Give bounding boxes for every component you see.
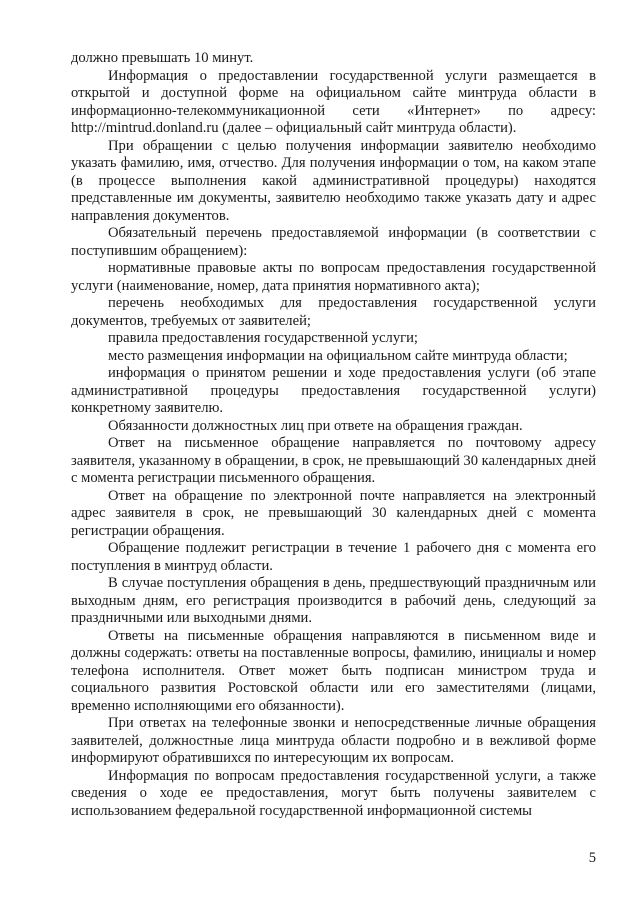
list-item-info-location: место размещения информации на официальном сайте минтруда области; — [108, 347, 568, 364]
list-item-required-documents: перечень необходимых для предоставления государственной услуги документов, требуемых от заявителей; — [71, 295, 596, 329]
paragraph-request-requirements: При обращении с целью получения информации заявителю необходимо указать фамилию, имя, отчество. Для получения информации о том, на каком этапе (в процессе выполнения какой административной процедуры) находятся представленные им документы, заявителю необходимо также указать дату и адрес направления документов. — [71, 137, 596, 224]
page-number: 5 — [588, 850, 596, 866]
paragraph-registration-term: Обращение подлежит регистрации в течение 1 рабочего дня с момента его поступления в минтруд области. — [71, 540, 596, 574]
paragraph-official-site: Информация о предоставлении государственной услуги размещается в открытой и доступной форме на официальном сайте минтруда области в информационно-телекоммуникационной сети «Интернет» по адресу: http://mintrud.donland.ru (далее – официальный сайт минтруда области). — [71, 67, 596, 136]
paragraph-continuation: должно превышать 10 минут. — [71, 50, 254, 66]
paragraph-response-content: Ответы на письменные обращения направляются в письменном виде и должны содержать: ответы на поставленные вопросы, фамилию, инициалы и номер телефона исполнителя. Ответ может быть подписан министром труда и социального развития Ростовской области или его заместителями (лицами, временно исполняющими его обязанности). — [71, 627, 596, 714]
paragraph-federal-system: Информация по вопросам предоставления государственной услуги, а также сведения о ходе ее предоставления, могут быть получены заявителем с использованием федеральной государственной информационной системы — [71, 767, 596, 819]
document-page — [71, 50, 596, 820]
paragraph-holiday-registration: В случае поступления обращения в день, предшествующий праздничным или выходным дням, его регистрация производится в рабочий день, следующий за праздничными или выходными днями. — [71, 575, 596, 626]
paragraph-email-response: Ответ на обращение по электронной почте направляется на электронный адрес заявителя в срок, не превышающий 30 календарных дней с момента регистрации обращения. — [71, 487, 596, 539]
paragraph-phone-inquiries: При ответах на телефонные звонки и непосредственные личные обращения заявителей, должностные лица минтруда области подробно и в вежливой форме информируют обратившихся по интересующим их вопросам. — [71, 715, 596, 766]
paragraph-mandatory-list-intro: Обязательный перечень предоставляемой информации (в соответствии с поступившим обращением): — [71, 225, 596, 259]
paragraph-officials-duties: Обязанности должностных лиц при ответе на обращения граждан. — [108, 417, 523, 434]
list-item-decision-info: информация о принятом решении и ходе предоставления услуги (об этапе административной процедуры предоставления государственной услуги) конкретному заявителю. — [71, 365, 596, 416]
list-item-service-rules: правила предоставления государственной услуги; — [108, 330, 418, 346]
paragraph-written-response: Ответ на письменное обращение направляется по почтовому адресу заявителя, указанному в обращении, в срок, не превышающий 30 календарных дней с момента регистрации письменного обращения. — [71, 435, 596, 486]
list-item-normative-acts: нормативные правовые акты по вопросам предоставления государственной услуги (наименование, номер, дата принятия нормативного акта); — [71, 260, 596, 294]
